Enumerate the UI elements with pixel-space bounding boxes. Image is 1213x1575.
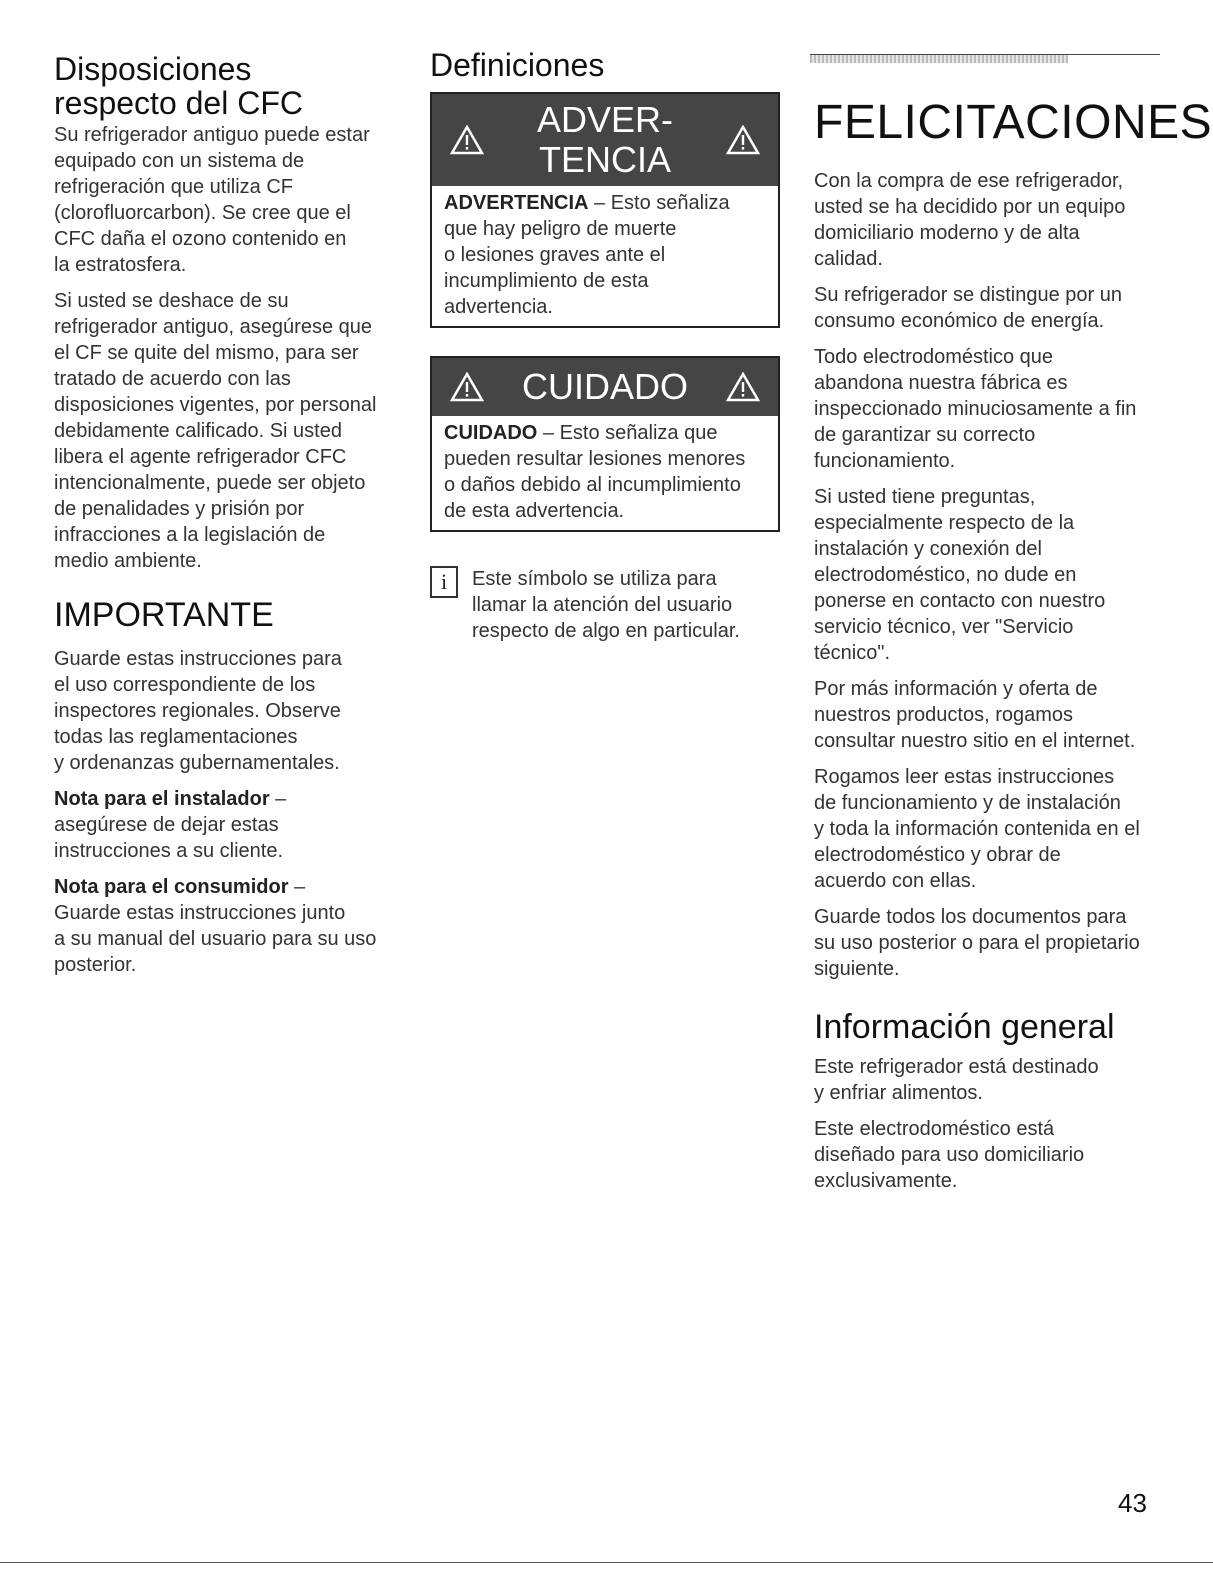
info-icon: i bbox=[430, 566, 458, 598]
fel-paragraph: Si usted tiene preguntas, especialmente respecto de la instalación y conexión del electrodoméstico, no dude en ponerse en contacto con nuestro servicio técnico, ver "Servicio técnico". bbox=[814, 486, 1106, 664]
caution-box bbox=[430, 356, 780, 532]
fel-paragraph: Por más información y oferta de nuestros productos, rogamos consultar nuestro sitio en el internet. bbox=[814, 678, 1136, 752]
gen-paragraph: Este refrigerador está destinado y enfriar alimentos. bbox=[814, 1056, 1099, 1104]
note-installer: Nota para el instalador – asegúrese de dejar estas instrucciones a su cliente. bbox=[54, 788, 287, 862]
fel-paragraph: Su refrigerador se distingue por un consumo económico de energía. bbox=[814, 284, 1122, 332]
definiciones-heading: Definiciones bbox=[430, 47, 605, 83]
bottom-rule bbox=[0, 1562, 1213, 1563]
hatch-bar bbox=[810, 55, 1068, 63]
fel-paragraph: Rogamos leer estas instrucciones de funcionamiento y de instalación y toda la información contenida en el electrodoméstico y obrar de acuerdo con ellas. bbox=[814, 766, 1140, 892]
felicitaciones-heading: FELICITACIONES bbox=[814, 96, 1213, 149]
caution-text: CUIDADO – Esto señaliza que pueden resultar lesiones menores o daños debido al incumplimiento de esta advertencia. bbox=[444, 422, 746, 522]
cfc-paragraph-2: Si usted se deshace de su refrigerador antiguo, asegúrese que el CF se quite del mismo, para ser tratado de acuerdo con las disposiciones vigentes, por personal debidamente calificado. Si usted libera el agente refrigerador CFC intencionalmente, puede ser objeto de penalidades y prisión por infracciones a la legislación de medio ambiente. bbox=[54, 290, 377, 572]
page-number: 43 bbox=[1118, 1488, 1147, 1518]
informacion-general-heading: Información general bbox=[814, 1008, 1115, 1046]
warning-text: ADVERTENCIA – Esto señaliza que hay peligro de muerte o lesiones graves ante el incumplimiento de esta advertencia. bbox=[444, 192, 730, 318]
warning-header: ADVER- TENCIA bbox=[432, 94, 778, 186]
gen-paragraph: Este electrodoméstico está diseñado para uso domiciliario exclusivamente. bbox=[814, 1118, 1085, 1192]
importante-heading: IMPORTANTE bbox=[54, 596, 274, 634]
cfc-heading: Disposiciones respecto del CFC bbox=[54, 51, 303, 121]
warning-triangle-icon bbox=[450, 372, 484, 402]
warning-box bbox=[430, 92, 780, 328]
importante-paragraph: Guarde estas instrucciones para el uso correspondiente de los inspectores regionales. Observe todas las reglamentaciones y ordenanzas gubernamentales. bbox=[54, 648, 342, 774]
warning-triangle-icon bbox=[726, 372, 760, 402]
warning-triangle-icon bbox=[450, 125, 484, 155]
fel-paragraph: Con la compra de ese refrigerador, usted se ha decidido por un equipo domiciliario moderno y de alta calidad. bbox=[814, 170, 1126, 270]
caution-header: CUIDADO bbox=[432, 358, 778, 416]
fel-paragraph: Todo electrodoméstico que abandona nuestra fábrica es inspeccionado minuciosamente a fin de garantizar su correcto funcionamiento. bbox=[814, 346, 1137, 472]
fel-paragraph: Guarde todos los documentos para su uso posterior o para el propietario siguiente. bbox=[814, 906, 1140, 980]
info-text: Este símbolo se utiliza para llamar la atención del usuario respecto de algo en particular. bbox=[472, 568, 740, 642]
warning-triangle-icon bbox=[726, 125, 760, 155]
note-consumer: Nota para el consumidor – Guarde estas instrucciones junto a su manual del usuario para su uso posterior. bbox=[54, 876, 377, 976]
cfc-paragraph-1: Su refrigerador antiguo puede estar equipado con un sistema de refrigeración que utiliza CF (clorofluorcarbon). Se cree que el CFC daña el ozono contenido en la estratosfera. bbox=[54, 124, 370, 276]
